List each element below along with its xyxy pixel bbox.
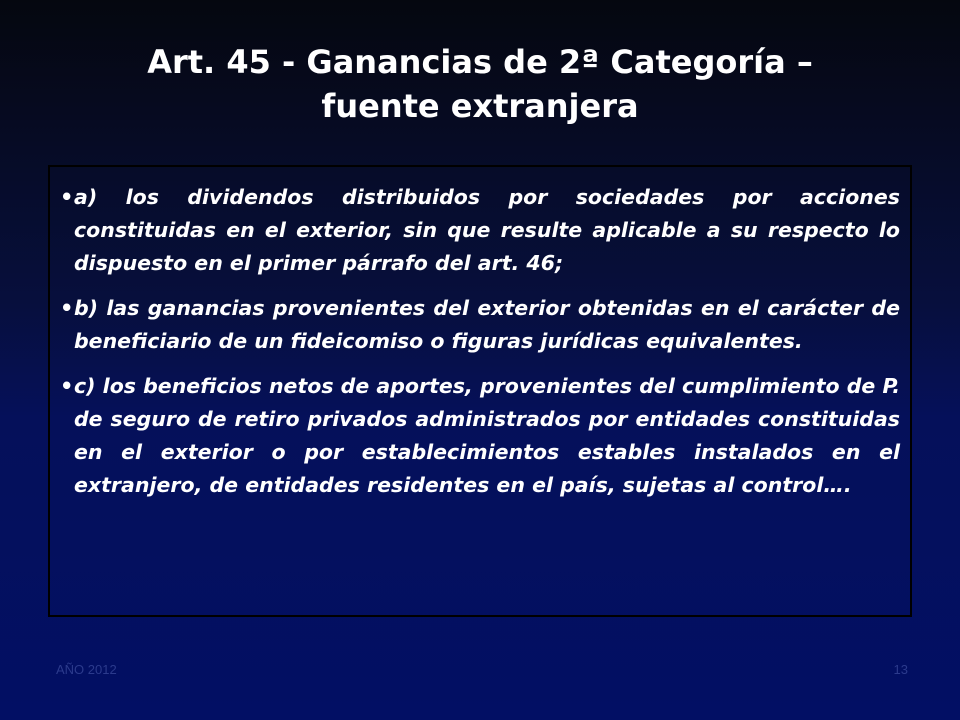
- list-item: [60, 370, 900, 502]
- bullet-icon: •: [60, 185, 74, 209]
- content-box: [48, 165, 912, 617]
- list-item-text: c) los beneficios netos de aportes, provenientes del cumplimiento de P. de seguro de retiro privados administrados por entidades constituidas en el exterior o por establecimientos estables instalados en el extranjero, de entidades residentes en el país, sujetas al control….: [74, 374, 900, 497]
- list-item-text: a) los dividendos distribuidos por sociedades por acciones constituidas en el exterior, sin que resulte aplicable a su respecto lo dispuesto en el primer párrafo del art. 46;: [74, 185, 900, 275]
- list-item: [60, 181, 900, 280]
- footer-date: AÑO 2012: [56, 662, 117, 677]
- list-item-text: b) las ganancias provenientes del exterior obtenidas en el carácter de beneficiario de un fideicomiso o figuras jurídicas equivalentes.: [74, 296, 900, 353]
- bullet-icon: •: [60, 296, 74, 320]
- slide-title: [60, 40, 900, 128]
- slide-title-line-1: Art. 45 - Ganancias de 2ª Categoría –: [147, 43, 813, 81]
- slide-title-line-2: fuente extranjera: [321, 87, 639, 125]
- list-item: [60, 292, 900, 358]
- slide-number: 13: [893, 662, 908, 677]
- bullet-icon: •: [60, 374, 74, 398]
